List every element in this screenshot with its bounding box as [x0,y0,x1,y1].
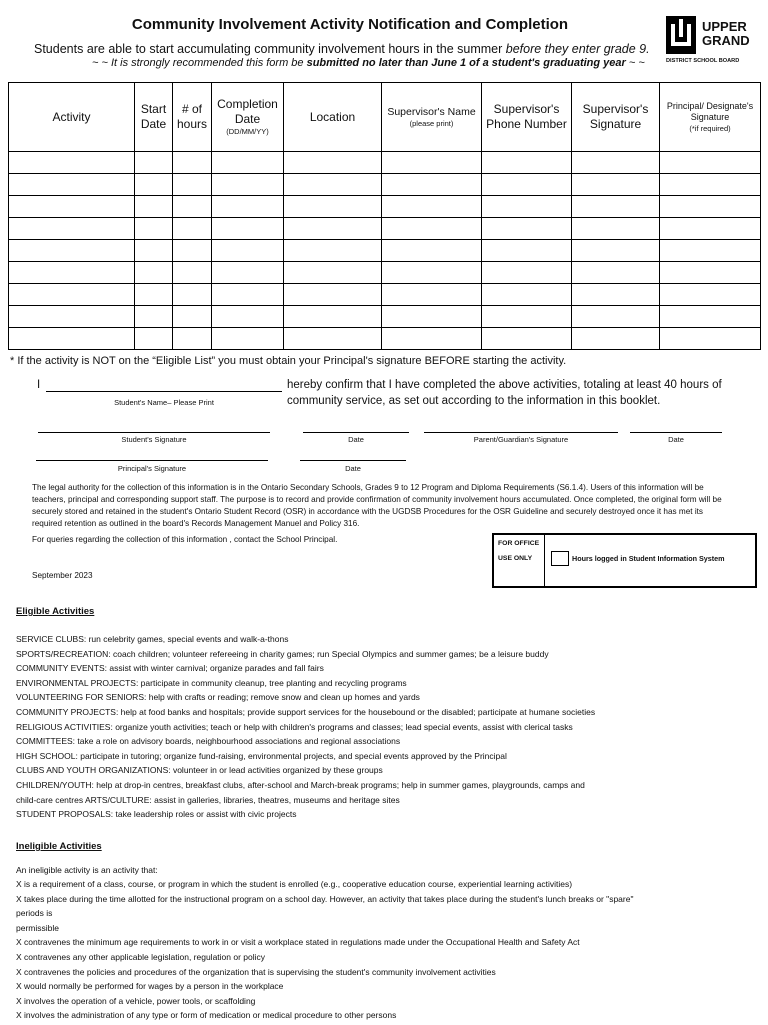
table-cell[interactable] [9,328,135,350]
list-item: STUDENT PROPOSALS: take leadership roles or assist with civic projects [16,809,297,820]
table-cell[interactable] [382,218,482,240]
table-row [9,218,761,240]
list-item: X takes place during the time allotted for the instructional program on a school day. However, an activity that takes place during the student's lunch breaks or "spare" [16,893,634,904]
table-cell[interactable] [9,262,135,284]
list-item: X involves the administration of any type or form of medication or medical procedure to other persons [16,1010,397,1021]
list-item: HIGH SCHOOL: participate in tutoring; organize fund-raising, environmental projects, and special events approved by the Principal [16,750,507,761]
activity-log-table [8,82,761,350]
table-cell[interactable] [135,152,173,174]
list-item: COMMITTEES: take a role on advisory boards, neighbourhood associations and regional associations [16,736,401,747]
table-cell[interactable] [572,152,660,174]
table-cell[interactable] [660,218,761,240]
column-header-activity: Activity [9,83,135,152]
table-cell[interactable] [173,262,212,284]
table-cell[interactable] [382,306,482,328]
table-cell[interactable] [284,196,382,218]
list-item: SPORTS/RECREATION: coach children; volunteer refereeing in charity games; run Special Olympics and summer games; be a leisure buddy [16,648,549,659]
table-row [9,240,761,262]
hours-logged-checkbox[interactable] [551,551,569,566]
table-row [9,328,761,350]
table-cell[interactable] [660,152,761,174]
table-cell[interactable] [382,174,482,196]
table-cell[interactable] [572,328,660,350]
table-cell[interactable] [173,328,212,350]
principal-signature-caption: Principal's Signature [117,464,187,473]
table-cell[interactable] [212,328,284,350]
student-date-caption: Date [348,435,364,444]
table-cell[interactable] [135,262,173,284]
table-cell[interactable] [9,284,135,306]
student-name-field[interactable] [46,391,282,392]
table-cell[interactable] [173,240,212,262]
table-cell[interactable] [572,262,660,284]
student-date-field[interactable] [303,432,409,433]
column-header-start-date: Start Date [135,83,173,152]
table-cell[interactable] [284,152,382,174]
table-cell[interactable] [660,328,761,350]
table-cell[interactable] [572,284,660,306]
hours-logged-label: Hours logged in Student Information System [572,554,725,563]
table-cell[interactable] [284,328,382,350]
table-cell[interactable] [382,262,482,284]
intro-line-2-emphasis: submitted no later than June 1 of a student's graduating year [306,57,626,69]
table-cell[interactable] [482,284,572,306]
table-cell[interactable] [482,328,572,350]
table-cell[interactable] [482,218,572,240]
intro-line-2-tail: ~ ~ [625,57,645,69]
table-cell[interactable] [572,196,660,218]
table-cell[interactable] [482,240,572,262]
table-cell[interactable] [660,306,761,328]
table-cell[interactable] [482,196,572,218]
table-cell[interactable] [173,284,212,306]
table-row [9,152,761,174]
parent-date-field[interactable] [630,432,722,433]
table-cell[interactable] [135,328,173,350]
office-use-line-2: USE ONLY [498,555,533,562]
table-row [9,196,761,218]
table-cell[interactable] [382,240,482,262]
list-item: COMMUNITY EVENTS: assist with winter carnival; organize parades and fall fairs [16,663,324,674]
logo-line-1: UPPER [702,19,747,34]
list-item: X contravenes the policies and procedures of the organization that is supervising the student's community involvement activities [16,966,496,977]
list-item: X is a requirement of a class, course, or program in which the student is enrolled (e.g., cooperative education course, experiential learning activities) [16,879,573,889]
list-item: X contravenes the minimum age requirements to work in or visit a workplace stated in regulations made under the Occupational Health and Safety Act [16,937,580,948]
table-cell[interactable] [660,174,761,196]
ineligible-list [16,879,633,1025]
table-cell[interactable] [382,196,482,218]
table-cell[interactable] [660,262,761,284]
queries-note: For queries regarding the collection of this information , contact the School Principal. [32,535,338,544]
principal-signature-field[interactable] [36,460,268,461]
table-cell[interactable] [135,306,173,328]
table-cell[interactable] [572,306,660,328]
table-cell[interactable] [212,306,284,328]
table-cell[interactable] [212,218,284,240]
column-header-supervisor-phone: Supervisor's Phone Number [482,83,572,152]
list-item: COMMUNITY PROJECTS: help at food banks and hospitals; provide support services for the housebound or the disabled; participate at humane societies [16,706,596,717]
intro-line-2 [92,57,645,69]
table-cell[interactable] [284,306,382,328]
list-item: X contravenes any other applicable legislation, regulation or policy [16,951,266,962]
table-cell[interactable] [482,174,572,196]
table-cell[interactable] [9,196,135,218]
eligible-heading: Eligible Activities [16,606,95,617]
column-header-location: Location [284,83,382,152]
table-cell[interactable] [173,152,212,174]
intro-line-1-text: Students are able to start accumulating community involvement hours in the summer [34,42,506,56]
form-date: September 2023 [32,571,93,580]
list-item: RELIGIOUS ACTIVITIES: organize youth activities; teach or help with children's programs and classes; lead special events, assist with clerical tasks [16,721,573,732]
student-signature-field[interactable] [38,432,270,433]
list-item: X would normally be performed for wages by a person in the workplace [16,981,284,992]
office-use-box [492,533,757,588]
table-cell[interactable] [135,196,173,218]
column-header-completion-date: Completion Date (DD/MM/YY) [212,83,284,152]
table-cell[interactable] [212,262,284,284]
table-cell[interactable] [660,240,761,262]
table-cell[interactable] [572,218,660,240]
table-cell[interactable] [135,284,173,306]
table-cell[interactable] [212,240,284,262]
list-item: SERVICE CLUBS: run celebrity games, special events and walk-a-thons [16,634,289,644]
table-cell[interactable] [9,306,135,328]
intro-line-1 [34,42,650,56]
upper-grand-logo-icon [666,16,696,54]
table-cell[interactable] [284,218,382,240]
table-cell[interactable] [482,262,572,284]
legal-notice: The legal authority for the collection of this information is in the Ontario Secondary Schools, Grades 9 to 12 Program and Diploma Requirements (S6.1.4). Users of this information will be teachers, principal and corresponding support staff. The purpose is to record and provide confirmation of community involvement hours accumulated. Once completed, the original form will be securely stored and retained in the student's Ontario Student Record (OSR) in accordance with the UGDSB Procedures for the OSR Guideline and securely destroyed once it has met its required retention as outlined in the board's Records Management Manuel and Policy 316. [32,483,722,528]
page-title: Community Involvement Activity Notification and Completion [131,16,569,33]
list-item: CLUBS AND YOUTH ORGANIZATIONS: volunteer in or lead activities organized by these groups [16,765,383,776]
table-row [9,174,761,196]
table-cell[interactable] [660,284,761,306]
parent-signature-field[interactable] [424,432,618,433]
office-use-line-1: FOR OFFICE [498,540,540,547]
column-header-hours: # of hours [173,83,212,152]
table-cell[interactable] [382,152,482,174]
confirmation-line-2: community service, as set out according to the information in this booklet. [287,395,661,407]
ineligible-intro: An ineligible activity is an activity that: [16,865,158,875]
list-item: ENVIRONMENTAL PROJECTS: participate in community cleanup, tree planting and recycling programs [16,677,407,688]
table-row [9,262,761,284]
table-cell[interactable] [135,174,173,196]
table-cell[interactable] [482,152,572,174]
parent-date-caption: Date [668,435,684,444]
logo-line-3: DISTRICT SCHOOL BOARD [666,58,740,64]
confirmation-line-1: hereby confirm that I have completed the above activities, totaling at least 40 hours of [287,379,722,391]
table-cell[interactable] [572,240,660,262]
table-cell[interactable] [284,174,382,196]
table-cell[interactable] [284,262,382,284]
logo-line-2: GRAND [702,33,750,48]
column-header-supervisor-signature: Supervisor's Signature [572,83,660,152]
table-row [9,284,761,306]
table-cell[interactable] [173,174,212,196]
student-name-caption: Student's Name– Please Print [114,398,214,407]
table-cell[interactable] [482,306,572,328]
table-cell[interactable] [9,218,135,240]
principal-date-field[interactable] [300,460,406,461]
column-header-supervisor-name: Supervisor's Name (please print) [382,83,482,152]
table-cell[interactable] [572,174,660,196]
table-cell[interactable] [212,152,284,174]
table-cell[interactable] [212,284,284,306]
parent-signature-caption: Parent/Guardian's Signature [473,435,569,444]
table-cell[interactable] [212,174,284,196]
list-item: child-care centres ARTS/CULTURE: assist in galleries, libraries, theatres, museums and heritage sites [16,794,400,805]
list-item: permissible [16,922,59,933]
list-item: VOLUNTEERING FOR SENIORS: help with crafts or reading; remove snow and clean up homes and yards [16,692,420,703]
ineligible-heading: Ineligible Activities [16,841,102,852]
column-header-principal-signature: Principal/ Designate's Signature (*if required) [660,83,761,152]
principal-date-caption: Date [345,464,361,473]
table-cell[interactable] [382,284,482,306]
table-cell[interactable] [212,196,284,218]
table-cell[interactable] [284,284,382,306]
table-cell[interactable] [173,196,212,218]
table-cell[interactable] [382,328,482,350]
eligible-list [16,634,595,824]
table-cell[interactable] [9,152,135,174]
table-cell[interactable] [173,306,212,328]
intro-line-2-text: ~ ~ It is strongly recommended this form be [92,57,307,69]
table-header-row [9,83,761,152]
table-cell[interactable] [9,240,135,262]
table-cell[interactable] [173,218,212,240]
table-cell[interactable] [135,218,173,240]
table-cell[interactable] [284,240,382,262]
list-item: X involves the operation of a vehicle, power tools, or scaffolding [16,995,256,1006]
eligibility-note: * If the activity is NOT on the “Eligible List” you must obtain your Principal's signature BEFORE starting the activity. [10,355,567,367]
school-board-logo [664,14,752,72]
student-signature-caption: Student's Signature [121,435,187,444]
list-item: periods is [16,908,53,919]
intro-line-1-emphasis: before they enter grade 9. [505,42,650,56]
list-item: CHILDREN/YOUTH: help at drop-in centres, breakfast clubs, after-school and March-break programs; help in summer games, playgrounds, camps and [16,779,585,790]
table-cell[interactable] [660,196,761,218]
confirmation-prefix: I [37,379,41,391]
table-row [9,306,761,328]
table-cell[interactable] [135,240,173,262]
table-cell[interactable] [9,174,135,196]
